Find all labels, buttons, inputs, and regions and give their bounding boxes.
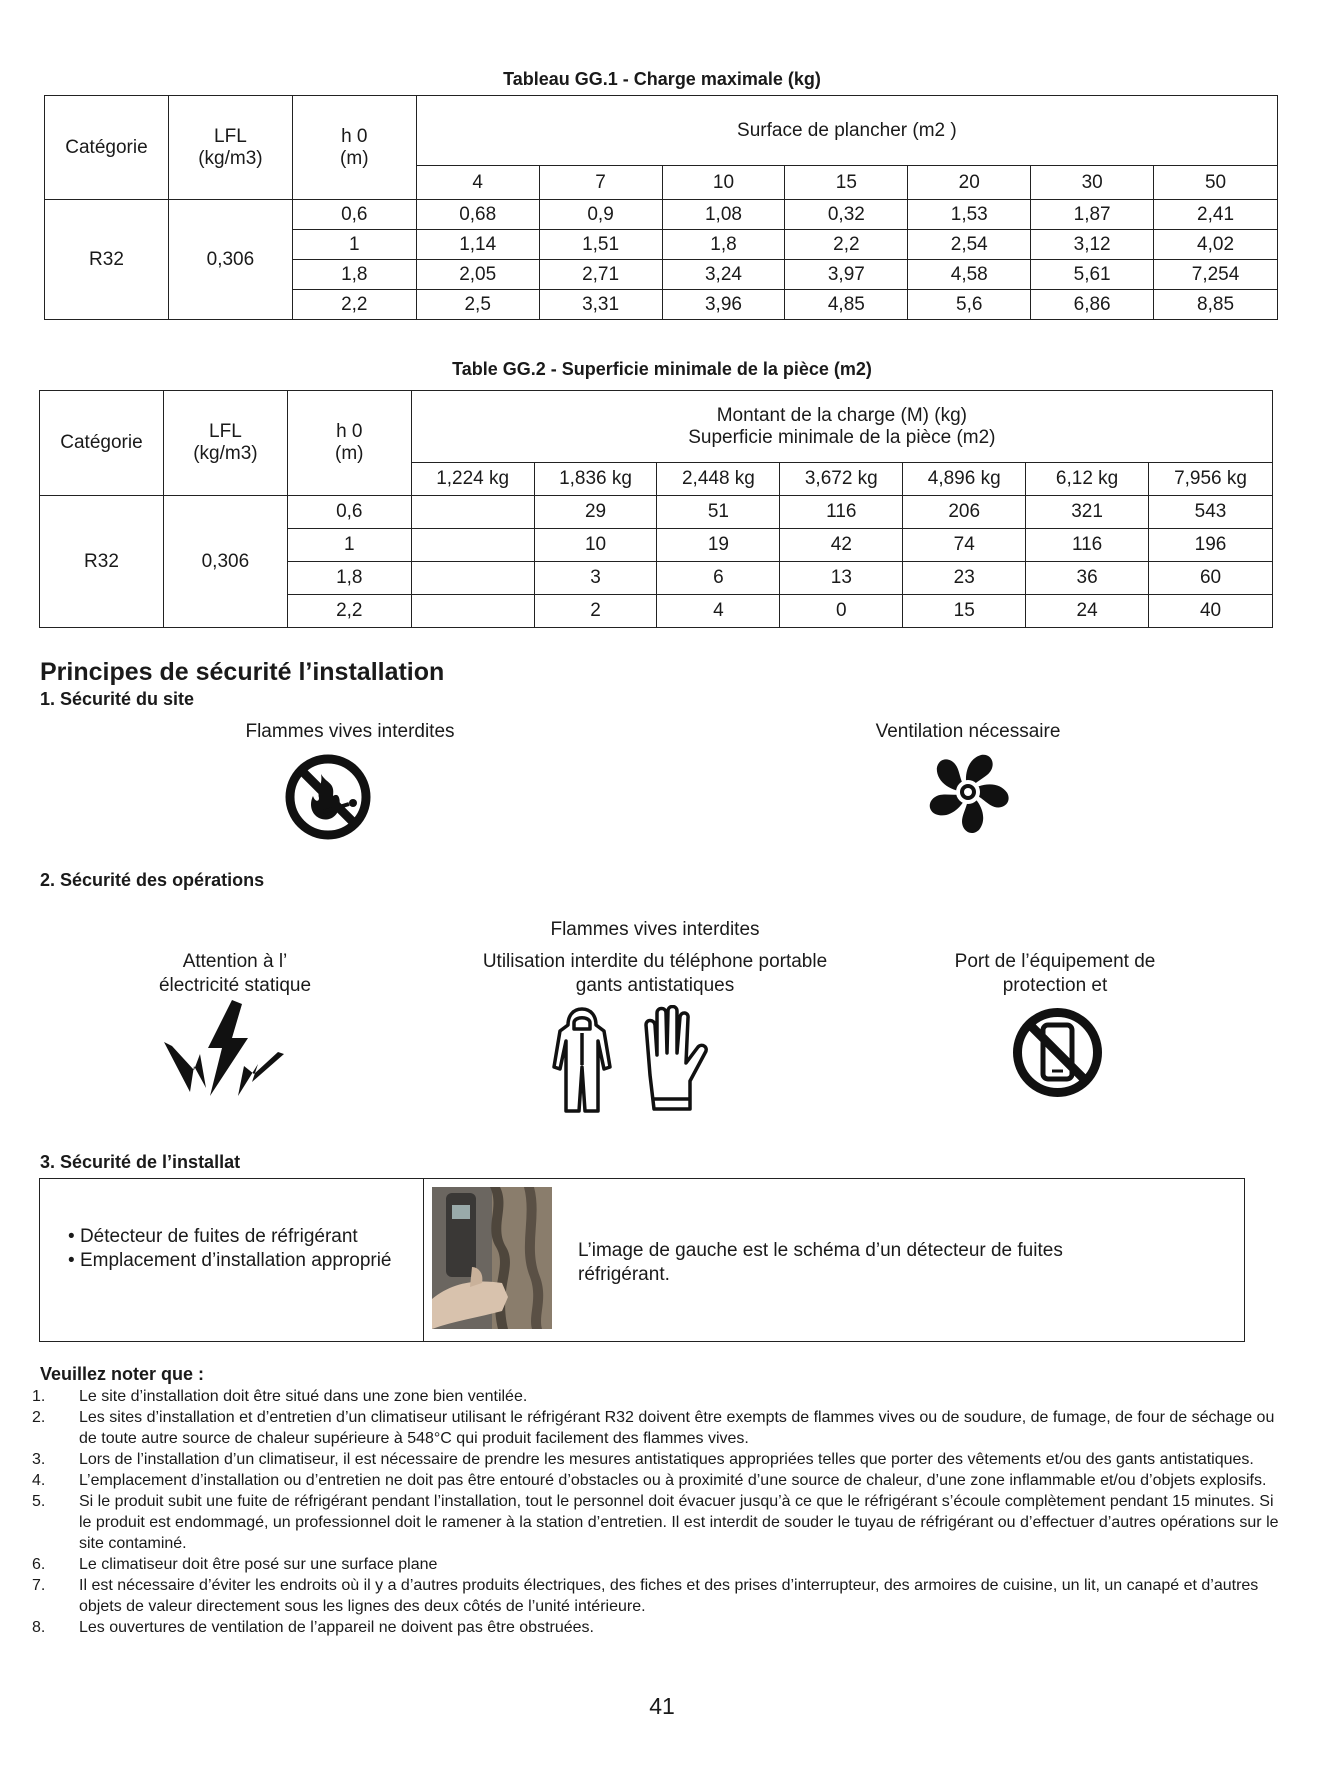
value-cell: 3,31: [539, 290, 662, 320]
protective-suit-icon: [550, 1005, 615, 1115]
value-cell: 321: [1026, 496, 1149, 529]
note-number: 7.: [32, 1577, 46, 1594]
site-flames-label: Flammes vives interdites: [245, 721, 455, 742]
value-cell: 36: [1026, 562, 1149, 595]
note-item: [32, 1407, 1282, 1449]
value-cell: 51: [657, 496, 780, 529]
note-number: 6.: [32, 1556, 46, 1573]
area-header-cell: 30: [1031, 166, 1154, 200]
value-cell: 196: [1149, 529, 1273, 562]
table1-title: Tableau GG.1 - Charge maximale (kg): [503, 69, 821, 89]
detector-box: [39, 1178, 1245, 1342]
value-cell: 206: [903, 496, 1026, 529]
value-cell: 4: [657, 595, 780, 628]
header-lfl: LFL (kg/m3): [168, 96, 292, 200]
lfl-cell: 0,306: [163, 496, 287, 628]
h0-cell: 1: [292, 230, 416, 260]
table-row: [40, 496, 1273, 529]
value-cell: 1,8: [662, 230, 785, 260]
value-cell: 74: [903, 529, 1026, 562]
value-cell: 116: [1026, 529, 1149, 562]
value-cell: 5,61: [1031, 260, 1154, 290]
header-charge-amount: Montant de la charge (M) (kg) Superficie minimale de la pièce (m2): [411, 391, 1272, 463]
value-cell: 3,97: [785, 260, 908, 290]
value-cell: 4,02: [1154, 230, 1278, 260]
notes-list: [32, 1386, 1282, 1638]
value-cell: 6: [657, 562, 780, 595]
fan-icon: [923, 747, 1013, 837]
table-row: [45, 200, 1278, 230]
safety-heading: Principes de sécurité l’installation: [40, 658, 445, 686]
note-number: 2.: [32, 1409, 46, 1426]
table2-title: Table GG.2 - Superficie minimale de la pièce (m2): [452, 359, 872, 379]
ops-safety-heading: 2. Sécurité des opérations: [40, 870, 265, 890]
value-cell: 4,85: [785, 290, 908, 320]
note-item: [32, 1470, 1282, 1491]
table-gg1: [44, 95, 1278, 320]
h0-cell: 1,8: [292, 260, 416, 290]
value-cell: 1,14: [416, 230, 539, 260]
note-text: Si le produit subit une fuite de réfrigérant pendant l’installation, tout le personnel doit évacuer jusqu’à ce que le réfrigérant s’écoule complètement pendant 15 minutes. Si le produit est endommagé, un professionnel doit le ramener à la station d’entretien. Il est interdit de souder le tuyau de réfrigérant ou d’effectuer d’autres opérations sur le site contaminé.: [79, 1493, 1279, 1552]
header-floor-area: Surface de plancher (m2 ): [416, 96, 1277, 166]
note-item: [32, 1449, 1282, 1470]
value-cell: 2: [534, 595, 657, 628]
install-requirements-list: [68, 1225, 392, 1273]
site-ventilation-label: Ventilation nécessaire: [875, 721, 1061, 742]
note-number: 5.: [32, 1493, 46, 1510]
charge-header-cell: 1,224 kg: [411, 463, 534, 496]
charge-header-cell: 7,956 kg: [1149, 463, 1273, 496]
note-number: 3.: [32, 1451, 46, 1468]
value-cell: 40: [1149, 595, 1273, 628]
charge-header-cell: 6,12 kg: [1026, 463, 1149, 496]
h0-cell: 0,6: [287, 496, 411, 529]
note-item: [32, 1617, 1282, 1638]
value-cell: 23: [903, 562, 1026, 595]
static-electricity-icon: [160, 1000, 290, 1100]
value-cell: 13: [780, 562, 903, 595]
value-cell: 19: [657, 529, 780, 562]
no-flame-icon: [283, 752, 373, 842]
h0-cell: 1: [287, 529, 411, 562]
detector-caption: L’image de gauche est le schéma d’un détecteur de fuites réfrigérant.: [578, 1240, 1063, 1285]
value-cell: 2,71: [539, 260, 662, 290]
value-cell: 3: [534, 562, 657, 595]
value-cell: 543: [1149, 496, 1273, 529]
note-item: [32, 1386, 1282, 1407]
h0-cell: 2,2: [292, 290, 416, 320]
value-cell: 7,254: [1154, 260, 1278, 290]
list-item: • Emplacement d’installation approprié: [68, 1250, 392, 1271]
value-cell: 42: [780, 529, 903, 562]
header-h0: h 0 (m): [292, 96, 416, 200]
h0-cell: 2,2: [287, 595, 411, 628]
value-cell: 0,32: [785, 200, 908, 230]
value-cell: 15: [903, 595, 1026, 628]
no-phone-icon: [1010, 1005, 1105, 1100]
note-text: Il est nécessaire d’éviter les endroits où il y a d’autres produits électriques, des fiches et des prises d’interrupteur, des armoires de cuisine, un lit, un canapé et d’autres objets de valeur directement sous les lignes des deux côtés de l’unité intérieure.: [79, 1577, 1259, 1615]
value-cell: 3,96: [662, 290, 785, 320]
charge-header-cell: 1,836 kg: [534, 463, 657, 496]
value-cell: 5,6: [908, 290, 1031, 320]
value-cell: 1,51: [539, 230, 662, 260]
charge-header-cell: 3,672 kg: [780, 463, 903, 496]
value-cell: 24: [1026, 595, 1149, 628]
value-cell: 3,12: [1031, 230, 1154, 260]
value-cell: 0: [780, 595, 903, 628]
value-cell: [411, 595, 534, 628]
note-number: 8.: [32, 1619, 46, 1636]
header-lfl: LFL (kg/m3): [163, 391, 287, 496]
box-divider: [423, 1179, 424, 1341]
value-cell: 2,41: [1154, 200, 1278, 230]
area-header-cell: 7: [539, 166, 662, 200]
note-item: [32, 1554, 1282, 1575]
value-cell: 10: [534, 529, 657, 562]
value-cell: 4,58: [908, 260, 1031, 290]
value-cell: 6,86: [1031, 290, 1154, 320]
charge-header-cell: 4,896 kg: [903, 463, 1026, 496]
site-safety-heading: 1. Sécurité du site: [40, 689, 195, 709]
value-cell: [411, 496, 534, 529]
ops-middle-label: Flammes vives interdites Utilisation interdite du téléphone portable gants antistatiques: [482, 919, 828, 996]
area-header-cell: 15: [785, 166, 908, 200]
value-cell: 0,68: [416, 200, 539, 230]
value-cell: 2,05: [416, 260, 539, 290]
value-cell: 8,85: [1154, 290, 1278, 320]
area-header-cell: 20: [908, 166, 1031, 200]
glove-icon: [638, 1005, 713, 1115]
value-cell: [411, 562, 534, 595]
table-gg2: [39, 390, 1273, 628]
note-number: 1.: [32, 1388, 46, 1405]
value-cell: 116: [780, 496, 903, 529]
value-cell: [411, 529, 534, 562]
value-cell: 60: [1149, 562, 1273, 595]
lfl-cell: 0,306: [168, 200, 292, 320]
value-cell: 1,87: [1031, 200, 1154, 230]
note-text: L’emplacement d’installation ou d’entretien ne doit pas être entouré d’obstacles ou à proximité d’une source de chaleur, d’une zone inflammable et/ou d’objets explosifs.: [79, 1472, 1267, 1489]
area-header-cell: 10: [662, 166, 785, 200]
area-header-cell: 50: [1154, 166, 1278, 200]
notes-title: Veuillez noter que :: [40, 1364, 205, 1384]
value-cell: 3,24: [662, 260, 785, 290]
h0-cell: 0,6: [292, 200, 416, 230]
note-item: [32, 1575, 1282, 1617]
value-cell: 2,54: [908, 230, 1031, 260]
value-cell: 2,2: [785, 230, 908, 260]
list-item: • Détecteur de fuites de réfrigérant: [68, 1226, 358, 1247]
ppe-label: Port de l’équipement de protection et: [954, 951, 1156, 996]
header-categorie: Catégorie: [40, 391, 164, 496]
note-text: Le site d’installation doit être situé dans une zone bien ventilée.: [79, 1388, 528, 1405]
value-cell: 0,9: [539, 200, 662, 230]
h0-cell: 1,8: [287, 562, 411, 595]
note-text: Lors de l’installation d’un climatiseur, il est nécessaire de prendre les mesures antistatiques appropriées telles que porter des vêtements et/ou des gants antistatiques.: [79, 1451, 1254, 1468]
note-text: Les ouvertures de ventilation de l’appareil ne doivent pas être obstruées.: [79, 1619, 594, 1636]
install-safety-heading: 3. Sécurité de l’installat: [40, 1152, 241, 1172]
value-cell: 1,08: [662, 200, 785, 230]
header-categorie: Catégorie: [45, 96, 169, 200]
note-text: Les sites d’installation et d’entretien d’un climatiseur utilisant le réfrigérant R32 doivent être exempts de flammes vives ou de soudure, de fumage, de four de séchage ou de toute autre source de chaleur supérieure à 548°C qui produit facilement des flammes vives.: [79, 1409, 1275, 1447]
value-cell: 1,53: [908, 200, 1031, 230]
note-item: [32, 1491, 1282, 1554]
value-cell: 29: [534, 496, 657, 529]
header-h0: h 0 (m): [287, 391, 411, 496]
page-number: 41: [649, 1693, 675, 1719]
note-text: Le climatiseur doit être posé sur une surface plane: [79, 1556, 438, 1573]
leak-detector-photo: [432, 1187, 552, 1329]
category-cell: R32: [40, 496, 164, 628]
note-number: 4.: [32, 1472, 46, 1489]
charge-header-cell: 2,448 kg: [657, 463, 780, 496]
static-label: Attention à l’ électricité statique: [158, 951, 312, 996]
value-cell: 2,5: [416, 290, 539, 320]
category-cell: R32: [45, 200, 169, 320]
area-header-cell: 4: [416, 166, 539, 200]
